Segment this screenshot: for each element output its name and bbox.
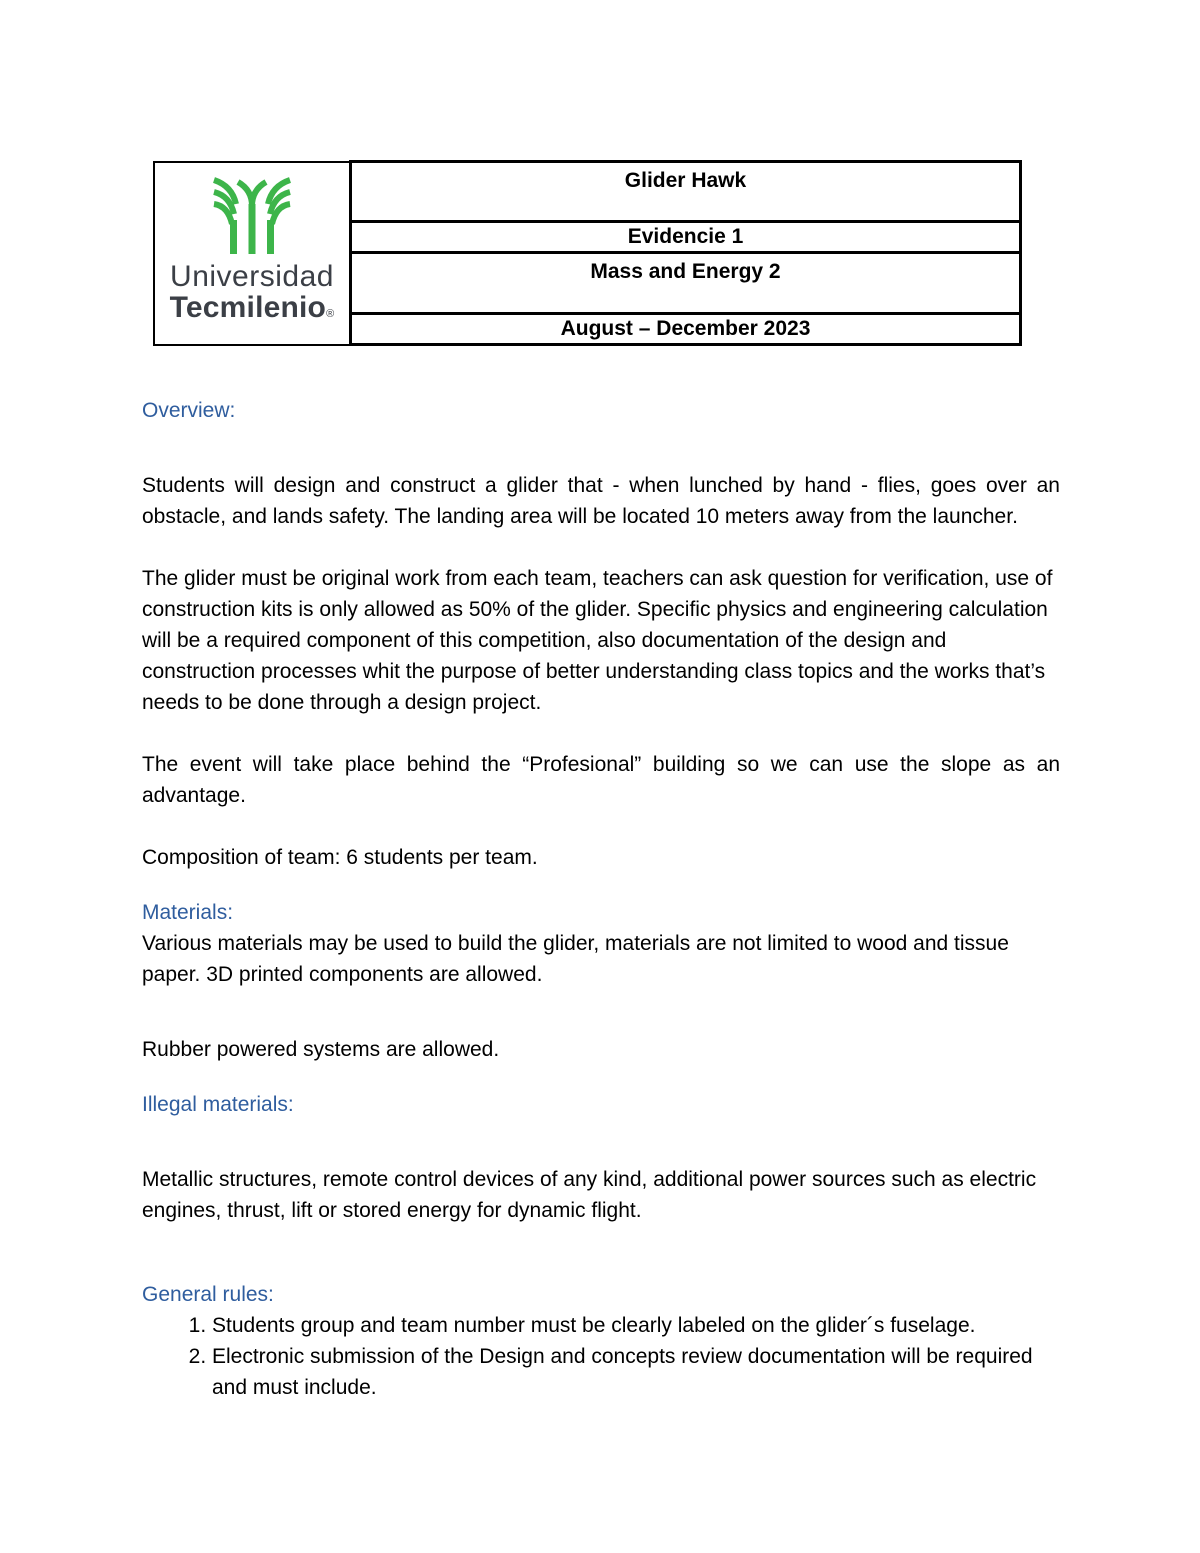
evidence-label: Evidencie 1 [351, 222, 1021, 253]
tecmilenio-tree-icon [210, 176, 294, 256]
overview-heading: Overview: [142, 399, 236, 422]
logo-cell [154, 162, 351, 345]
overview-paragraph-1: Students will design and construct a glider that - when lunched by hand - flies, goes over an obstacle, and lands safety. The landing area will be located 10 meters away from the launcher. [142, 474, 1060, 528]
overview-paragraph-2: The glider must be original work from each team, teachers can ask question for verification, use of construction kits is only allowed as 50% of the glider. Specific physics and engineering calculation will be a required component of this competition, also documentation of the design and construction processes whit the purpose of better understanding class topics and the works that’s needs to be done through a design project. [142, 567, 1053, 714]
general-rules-list [142, 1310, 1060, 1403]
logo-text-universidad: Universidad [170, 260, 334, 293]
materials-paragraph-1: Various materials may be used to build the glider, materials are not limited to wood and tissue paper. 3D printed components are allowed. [142, 932, 1009, 986]
overview-paragraph-4: Composition of team: 6 students per team. [142, 846, 538, 869]
course-name: Mass and Energy 2 [351, 253, 1021, 313]
document-body [142, 395, 1060, 1403]
general-rules-heading: General rules: [142, 1283, 274, 1306]
illegal-materials-heading: Illegal materials: [142, 1093, 294, 1116]
header-table [153, 160, 1022, 346]
logo-text-tecmilenio: Tecmilenio® [169, 291, 335, 324]
document-title: Glider Hawk [351, 162, 1021, 222]
illegal-materials-paragraph: Metallic structures, remote control devices of any kind, additional power sources such as electric engines, thrust, lift or stored energy for dynamic flight. [142, 1168, 1037, 1222]
university-logo [155, 176, 349, 330]
list-item: 2. Electronic submission of the Design and concepts review documentation will be required and must include. [212, 1341, 1060, 1403]
overview-paragraph-3: The event will take place behind the “Profesional” building so we can use the slope as an advantage. [142, 753, 1060, 807]
materials-heading: Materials: [142, 901, 234, 924]
materials-paragraph-2: Rubber powered systems are allowed. [142, 1038, 500, 1061]
list-item: 1. Students group and team number must be clearly labeled on the glider´s fuselage. [212, 1310, 1060, 1341]
term-dates: August – December 2023 [351, 313, 1021, 344]
